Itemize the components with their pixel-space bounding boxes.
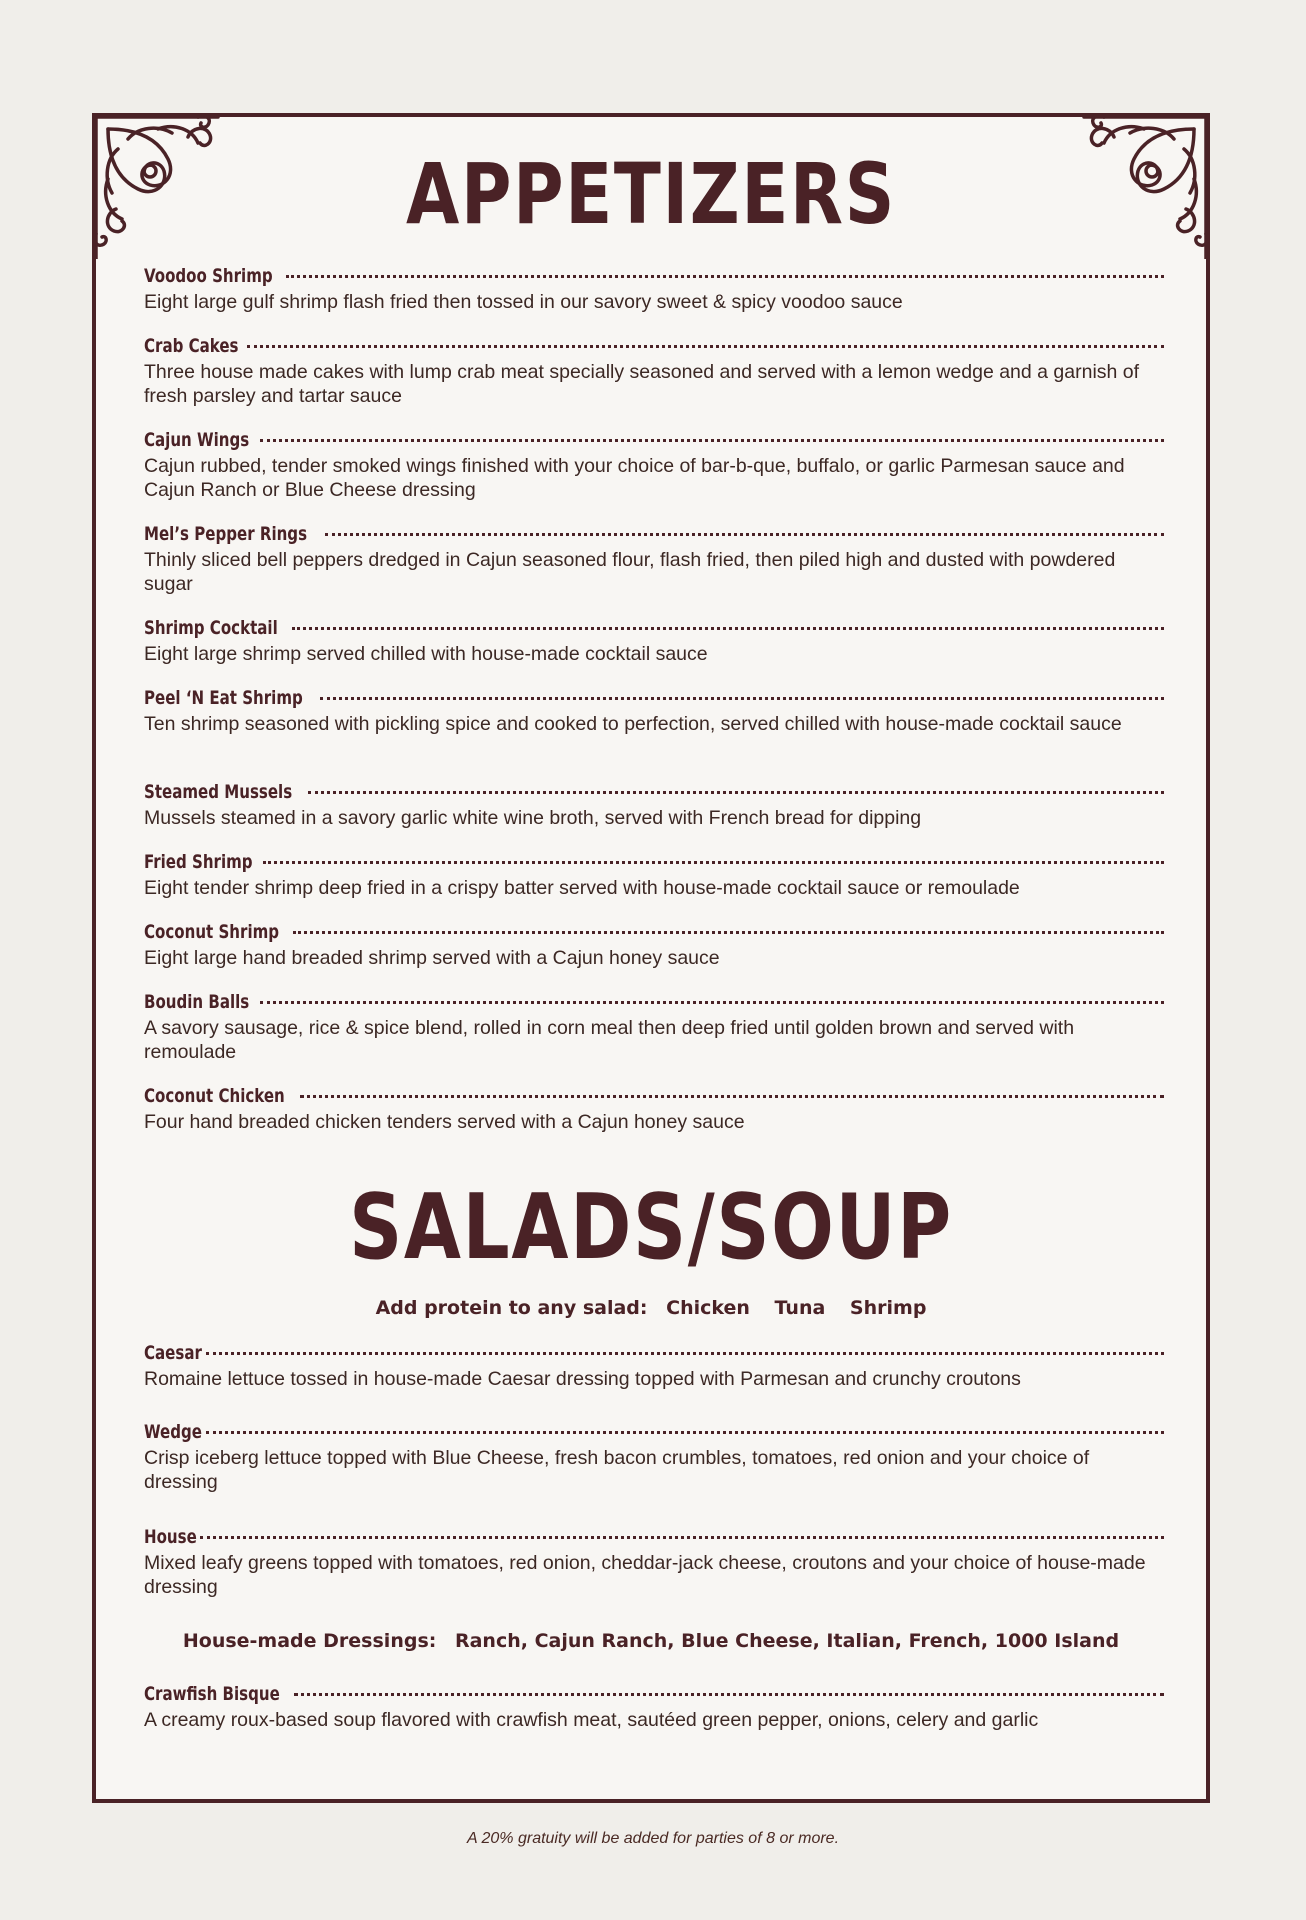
menu-item	[144, 265, 1164, 314]
menu-item	[144, 851, 1164, 900]
item-description: Eight large shrimp served chilled with house-made cocktail sauce	[144, 643, 708, 665]
item-description: Thinly sliced bell peppers dredged in Cajun seasoned flour, flash fried, then piled high and dusted with powdered sugar	[144, 549, 1116, 595]
item-name: Mel’s Pepper Rings	[144, 523, 308, 545]
dot-leader	[286, 275, 1164, 278]
item-name: Coconut Shrimp	[144, 921, 280, 943]
menu-item	[144, 1085, 1164, 1134]
item-description: A creamy roux-based soup flavored with crawfish meat, sautéed green pepper, onions, celery and garlic	[144, 1709, 1039, 1731]
item-name: Crab Cakes	[144, 335, 239, 357]
menu-item	[144, 617, 1164, 666]
protein-option: Chicken	[666, 1297, 750, 1319]
dot-leader	[292, 627, 1164, 630]
menu-item	[144, 1683, 1164, 1732]
dot-leader	[260, 1001, 1164, 1004]
gratuity-note: A 20% gratuity will be added for parties of 8 or more.	[466, 1830, 840, 1847]
menu-item	[144, 687, 1164, 736]
dot-leader	[325, 533, 1164, 536]
menu-frame	[92, 113, 1210, 1803]
protein-option: Tuna	[774, 1297, 826, 1319]
item-description: Mussels steamed in a savory garlic white wine broth, served with French bread for dipping	[144, 807, 922, 829]
menu-item	[144, 781, 1164, 830]
item-name: Steamed Mussels	[144, 781, 293, 803]
item-name: Coconut Chicken	[144, 1085, 285, 1107]
dressings-note-label: House-made Dressings:	[182, 1630, 437, 1652]
item-description: Eight large gulf shrimp flash fried then tossed in our savory sweet & spicy voodoo sauce	[144, 291, 903, 313]
menu-item	[144, 991, 1164, 1064]
item-name: Boudin Balls	[144, 991, 250, 1013]
dot-leader	[294, 1693, 1164, 1696]
item-name: Voodoo Shrimp	[144, 265, 273, 287]
item-description: Romaine lettuce tossed in house-made Caesar dressing topped with Parmesan and crunchy croutons	[144, 1368, 1021, 1390]
dot-leader	[263, 861, 1164, 864]
menu-item	[144, 429, 1164, 502]
item-description: Cajun rubbed, tender smoked wings finished with your choice of bar-b-que, buffalo, or garlic Parmesan sauce and Cajun Ranch or Blue Cheese dressing	[144, 455, 1125, 501]
dot-leader	[206, 1431, 1164, 1434]
item-name: Fried Shrimp	[144, 851, 253, 873]
menu-item	[144, 1526, 1164, 1599]
menu-item	[144, 921, 1164, 970]
item-description: Eight tender shrimp deep fried in a crispy batter served with house-made cocktail sauce or remoulade	[144, 877, 1020, 899]
protein-note	[96, 1297, 1206, 1319]
dot-leader	[293, 931, 1164, 934]
item-description: Crisp iceberg lettuce topped with Blue Cheese, fresh bacon crumbles, tomatoes, red onion and your choice of dressing	[144, 1447, 1090, 1493]
dot-leader	[206, 1352, 1164, 1355]
item-name: Shrimp Cocktail	[144, 617, 278, 639]
menu-item	[144, 523, 1164, 596]
protein-option: Shrimp	[849, 1297, 927, 1319]
salads-title: SALADS/SOUP	[349, 1175, 953, 1280]
item-name: Peel ‘N Eat Shrimp	[144, 687, 303, 709]
item-description: Mixed leafy greens topped with tomatoes, red onion, cheddar-jack cheese, croutons and your choice of house-made dressing	[144, 1552, 1146, 1598]
appetizers-title: APPETIZERS	[405, 145, 896, 243]
menu-item	[144, 1342, 1164, 1391]
item-description: Three house made cakes with lump crab meat specially seasoned and served with a lemon wedge and a garnish of fresh parsley and tartar sauce	[144, 361, 1140, 407]
dot-leader	[260, 439, 1164, 442]
dot-leader	[320, 697, 1164, 700]
item-name: Cajun Wings	[144, 429, 250, 451]
dressings-note	[96, 1630, 1206, 1652]
item-name: Caesar	[144, 1342, 202, 1364]
item-name: Wedge	[144, 1421, 202, 1443]
item-description: A savory sausage, rice & spice blend, rolled in corn meal then deep fried until golden brown and served with remoulade	[144, 1017, 1075, 1063]
dot-leader	[247, 345, 1164, 348]
menu-item	[144, 1421, 1164, 1494]
dot-leader	[300, 1095, 1164, 1098]
dot-leader	[308, 791, 1164, 794]
dressings-list: Ranch, Cajun Ranch, Blue Cheese, Italian, French, 1000 Island	[454, 1630, 1120, 1652]
dot-leader	[200, 1536, 1164, 1539]
item-description: Four hand breaded chicken tenders served with a Cajun honey sauce	[144, 1111, 745, 1133]
item-name: Crawfish Bisque	[144, 1683, 280, 1705]
protein-note-label: Add protein to any salad:	[375, 1297, 648, 1319]
item-description: Ten shrimp seasoned with pickling spice and cooked to perfection, served chilled with house-made cocktail sauce	[144, 713, 1122, 735]
item-name: House	[144, 1526, 197, 1548]
item-description: Eight large hand breaded shrimp served with a Cajun honey sauce	[144, 947, 720, 969]
menu-item	[144, 335, 1164, 408]
